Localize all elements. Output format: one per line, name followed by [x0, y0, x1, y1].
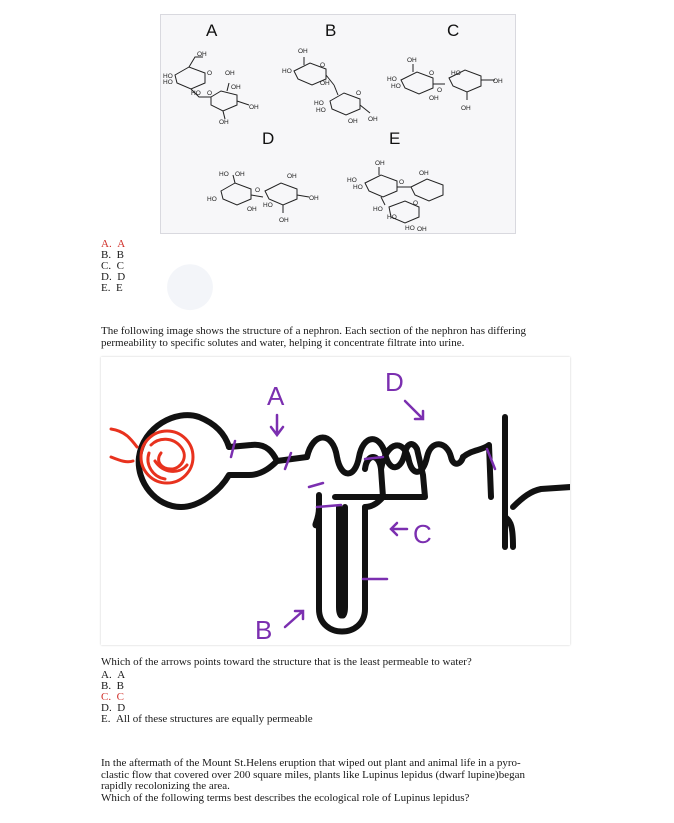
arrow-a: [271, 415, 283, 435]
svg-text:OH: OH: [279, 217, 289, 224]
svg-text:OH: OH: [309, 195, 319, 202]
nephron-label-d: D: [385, 367, 404, 397]
svg-text:O: O: [399, 179, 405, 186]
question3-line-2: clastic flow that covered over 200 square miles, plants like Lupinus lepidus (dwarf lupine)began: [101, 768, 525, 781]
svg-text:HO: HO: [163, 73, 173, 80]
arrow-c: [391, 523, 407, 535]
svg-text:OH: OH: [235, 171, 245, 178]
svg-text:O: O: [207, 90, 213, 97]
svg-text:HO: HO: [163, 79, 173, 86]
svg-text:OH: OH: [368, 116, 378, 123]
svg-text:O: O: [255, 187, 261, 194]
svg-text:HO: HO: [391, 83, 401, 90]
nephron-drawing: [101, 357, 570, 645]
structure-c-bonds: [387, 50, 511, 120]
svg-text:HO: HO: [373, 206, 383, 213]
svg-text:HO: HO: [316, 107, 326, 114]
option-d[interactable]: D. D: [101, 271, 126, 283]
figure-label-c: C: [447, 21, 460, 40]
svg-text:OH: OH: [375, 160, 385, 167]
option-c[interactable]: C. C: [101, 260, 124, 272]
option-b[interactable]: B. B: [101, 680, 124, 692]
svg-text:O: O: [207, 70, 213, 77]
svg-text:OH: OH: [407, 57, 417, 64]
svg-text:O: O: [356, 90, 362, 97]
svg-text:O: O: [320, 62, 326, 69]
nephron-diagram: [101, 357, 570, 645]
svg-text:HO: HO: [387, 214, 397, 221]
structure-c: [387, 50, 511, 120]
svg-text:HO: HO: [353, 184, 363, 191]
question2-intro: The following image shows the structure of a nephron. Each section of the nephron has differing permeability to specific solutes and water, helping it concentrate filtrate into urine.: [101, 325, 527, 349]
structure-b: [276, 45, 386, 130]
question1-options: [101, 239, 125, 294]
svg-text:OH: OH: [320, 80, 330, 87]
option-b[interactable]: B. B: [101, 249, 124, 261]
option-c[interactable]: C. C: [101, 691, 124, 703]
svg-text:HO: HO: [347, 177, 357, 184]
svg-text:HO: HO: [387, 76, 397, 83]
svg-text:O: O: [413, 200, 419, 207]
figure-label-b: B: [325, 21, 337, 40]
svg-text:HO: HO: [451, 70, 461, 77]
structure-d-bonds: [207, 167, 337, 229]
svg-text:HO: HO: [282, 68, 292, 75]
svg-text:HO: HO: [405, 225, 415, 232]
svg-text:OH: OH: [219, 119, 229, 125]
structure-a: [161, 45, 271, 125]
svg-text:OH: OH: [417, 226, 427, 233]
nephron-label-c: C: [413, 519, 432, 549]
option-d[interactable]: D. D: [101, 702, 126, 714]
svg-text:OH: OH: [419, 170, 429, 177]
svg-text:HO: HO: [191, 90, 201, 97]
svg-text:HO: HO: [314, 100, 324, 107]
svg-text:OH: OH: [287, 173, 297, 180]
question3-text: [101, 758, 581, 804]
svg-text:O: O: [437, 87, 443, 94]
structure-e-bonds: [335, 151, 455, 233]
svg-text:OH: OH: [249, 104, 259, 111]
nephron-label-b: B: [255, 615, 273, 645]
figure-label-a: A: [206, 21, 218, 40]
svg-text:OH: OH: [348, 118, 358, 125]
svg-text:OH: OH: [197, 51, 207, 58]
svg-text:OH: OH: [461, 105, 471, 112]
svg-text:OH: OH: [225, 70, 235, 77]
svg-text:OH: OH: [247, 206, 257, 213]
svg-text:HO: HO: [207, 196, 217, 203]
svg-text:OH: OH: [493, 78, 503, 85]
svg-text:OH: OH: [231, 84, 241, 91]
question3-line-4: Which of the following terms best describes the ecological role of Lupinus lepidus?: [101, 791, 470, 804]
question2-options: [101, 670, 313, 725]
svg-text:OH: OH: [429, 95, 439, 102]
svg-text:HO: HO: [263, 202, 273, 209]
svg-text:HO: HO: [219, 171, 229, 178]
option-a[interactable]: A. A: [101, 669, 126, 681]
question2-text: Which of the arrows points toward the structure that is the least permeable to water?: [101, 656, 472, 668]
arrow-d: [405, 401, 423, 419]
arrow-b: [285, 611, 303, 627]
figure-label-e: E: [389, 129, 401, 148]
structure-e: [335, 151, 455, 233]
option-e[interactable]: E. All of these structures are equally permeable: [101, 713, 313, 725]
question3-line-3: rapidly recolonizing the area.: [101, 780, 230, 792]
carbohydrate-structures-figure: [160, 14, 516, 234]
nephron-label-a: A: [267, 381, 285, 411]
watermark: ●: [142, 244, 230, 326]
option-a[interactable]: A. A: [101, 238, 126, 250]
figure-label-d: D: [262, 129, 275, 148]
question3-line-1: In the aftermath of the Mount St.Helens eruption that wiped out plant and animal life in a pyro-: [101, 757, 521, 769]
structure-b-bonds: [276, 45, 386, 130]
structure-d: [207, 167, 337, 229]
option-e[interactable]: E. E: [101, 282, 123, 294]
svg-text:O: O: [429, 70, 435, 77]
svg-text:OH: OH: [298, 48, 308, 55]
structure-a-bonds: [161, 45, 271, 125]
